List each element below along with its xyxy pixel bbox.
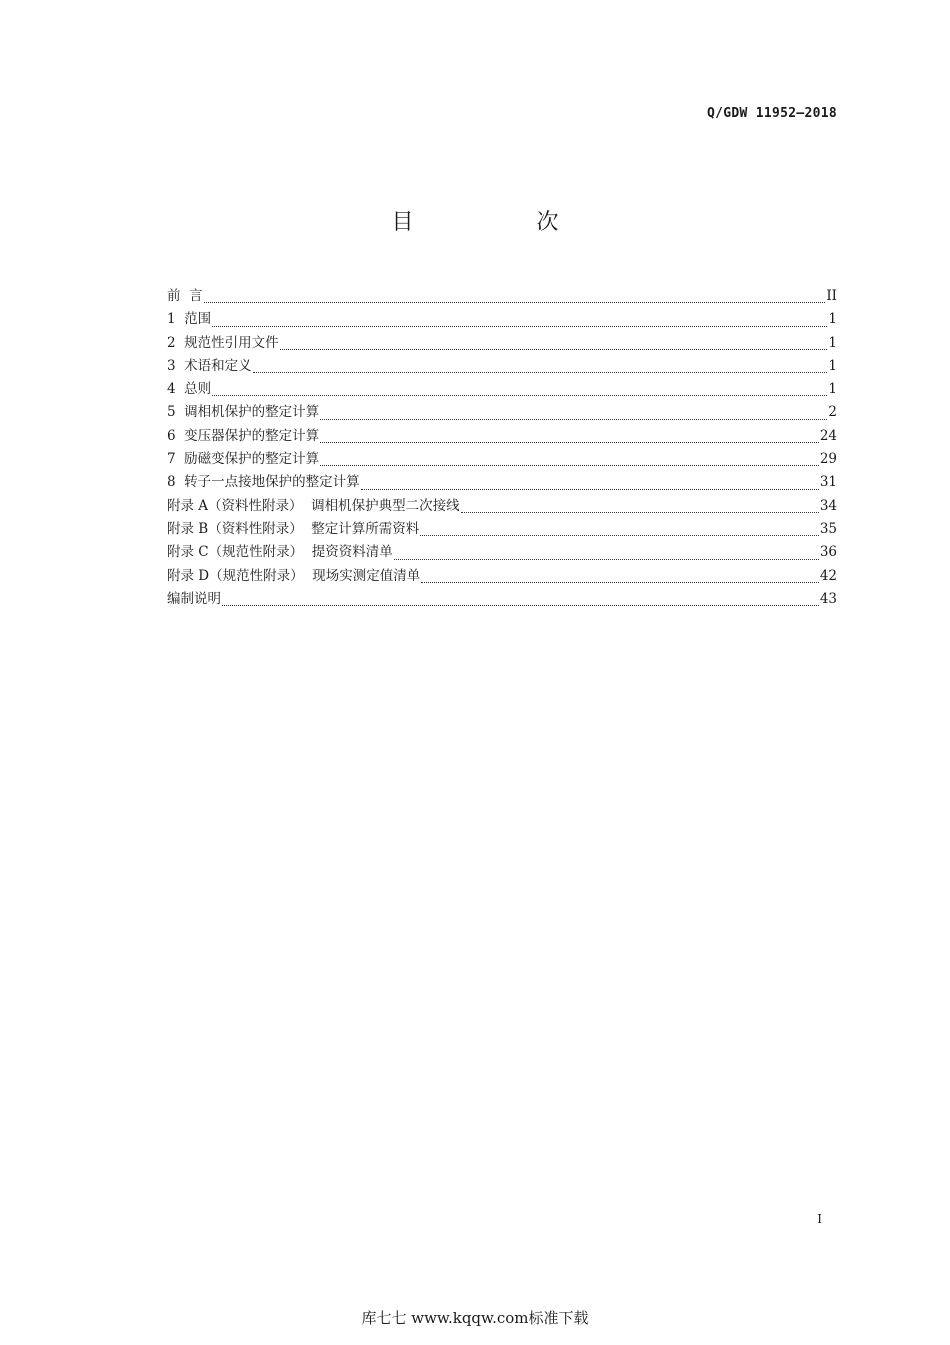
toc-entry[interactable] [167,541,837,564]
toc-entry-page: 34 [819,497,837,514]
toc-entry-label: 1 范围 [167,311,212,328]
toc-entry-page: 1 [828,357,837,374]
toc-entry[interactable] [167,355,837,378]
toc-entry[interactable] [167,378,837,401]
toc-dot-leader [420,535,819,536]
toc-entry-page: 1 [828,381,837,398]
toc-entry-page: 43 [819,590,837,607]
toc-entry[interactable] [167,565,837,588]
toc-entry-label: 附录 C（规范性附录） 提资资料清单 [167,544,393,561]
toc-entry-label: 附录 B（资料性附录） 整定计算所需资料 [167,520,420,537]
toc-entry-label: 2 规范性引用文件 [167,334,279,351]
toc-entry[interactable] [167,401,837,424]
toc-entry[interactable] [167,308,837,331]
toc-entry-page: 1 [828,311,837,328]
toc-dot-leader [212,326,827,327]
toc-entry-page: 24 [819,427,837,444]
toc-entry[interactable] [167,495,837,518]
footer-watermark: 库七七 www.kqqw.com标准下载 [361,1309,589,1327]
toc-entry-label: 附录 A（资料性附录） 调相机保护典型二次接线 [167,497,460,514]
toc-dot-leader [361,489,819,490]
toc-entry-page: 29 [819,451,837,468]
table-of-contents [167,285,837,611]
toc-dot-leader [212,395,827,396]
toc-entry-label: 3 术语和定义 [167,357,252,374]
toc-entry-page: 36 [819,544,837,561]
toc-dot-leader [222,605,819,606]
toc-entry-label: 4 总则 [167,381,212,398]
toc-entry[interactable] [167,471,837,494]
toc-dot-leader [280,349,828,350]
toc-entry[interactable] [167,518,837,541]
toc-dot-leader [320,465,819,466]
toc-dot-leader [204,302,826,303]
toc-dot-leader [320,442,819,443]
toc-entry-page: 31 [819,474,837,491]
toc-entry-label: 附录 D（规范性附录） 现场实测定值清单 [167,567,421,584]
page-title: 目 次 [391,210,617,235]
toc-entry-page: 35 [819,520,837,537]
toc-entry-label: 编制说明 [167,590,221,607]
toc-dot-leader [394,559,819,560]
toc-entry-page: 1 [828,334,837,351]
document-code: Q/GDW 11952—2018 [706,106,837,121]
toc-dot-leader [461,512,819,513]
toc-entry-label: 6 变压器保护的整定计算 [167,427,320,444]
toc-entry-label: 8 转子一点接地保护的整定计算 [167,474,360,491]
toc-entry-page: 42 [819,567,837,584]
toc-entry-label: 7 励磁变保护的整定计算 [167,451,320,468]
toc-entry-label: 5 调相机保护的整定计算 [167,404,320,421]
toc-entry[interactable] [167,425,837,448]
toc-entry[interactable] [167,448,837,471]
toc-entry[interactable] [167,285,837,308]
page-number: I [817,1212,822,1226]
toc-dot-leader [253,372,828,373]
toc-entry[interactable] [167,332,837,355]
toc-entry-label: 前 言 [167,288,203,304]
toc-entry-page: II [826,288,837,304]
toc-dot-leader [320,419,827,420]
toc-entry[interactable] [167,588,837,611]
toc-dot-leader [421,582,819,583]
toc-entry-page: 2 [828,404,837,421]
